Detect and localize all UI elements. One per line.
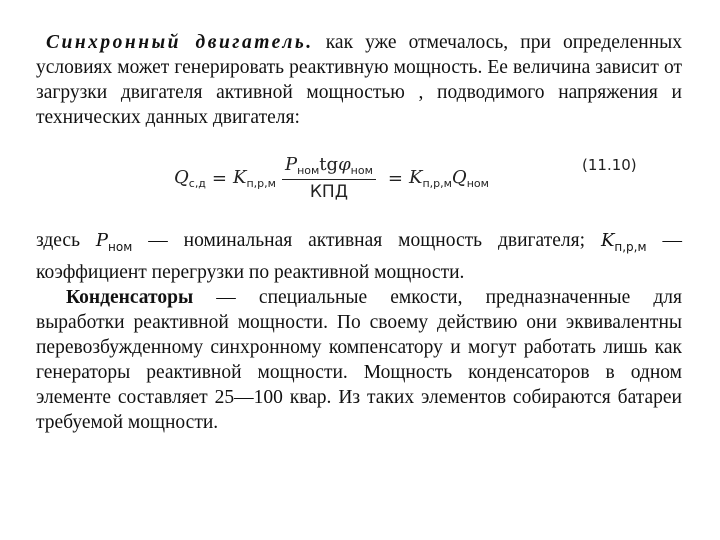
paragraph-text: как уже отмечалось, при определенных условиях может генерировать реактивную мощность. Ее величина зависит от загрузки двигателя активной мощностью , подводимого напряжения и технических данных двигателя: xyxy=(36,32,683,128)
formula-equals-2: = xyxy=(387,167,403,189)
definitions-text-2: — коэффициент перегрузки по реактивной мощности. xyxy=(36,230,682,283)
symbol-rated-power: $P_{ном}$ xyxy=(95,230,133,254)
document-page xyxy=(36,30,682,435)
paragraph-definitions xyxy=(36,228,682,285)
capacitors-text: — специальные емкости, предназначенные для выработки реактивной мощности. По своему действию они эквивалентны перевозбужденному синхронному компенсатору и могут работать лишь как генераторы реактивной мощности. Мощность конденсаторов в одном элементе составляет 25—100 квар. Из таких элементов собираются батареи требуемой мощности. xyxy=(36,287,682,433)
definitions-text-1: — номинальная активная мощность двигателя; xyxy=(132,230,601,251)
formula-fraction xyxy=(282,154,376,202)
term-synchronous-motor: Синхронный двигатель. xyxy=(46,32,314,53)
formula-rated-reactive-power: $Q_{ном}$ xyxy=(451,166,489,190)
term-capacitors: Конденсаторы xyxy=(66,287,194,308)
formula-block xyxy=(36,146,682,210)
formula-coefficient: $K_{п,р,м}$ xyxy=(233,166,276,190)
symbol-overload-coefficient: $K_{п,р,м}$ xyxy=(600,230,647,254)
formula-numerator: $P_{ном}tg\varphi_{ном}$ xyxy=(282,154,376,180)
definitions-lead: здесь xyxy=(36,230,96,251)
formula-equals: = xyxy=(211,167,228,189)
formula-coefficient-2: $K_{п,р,м}$ xyxy=(409,166,452,190)
paragraph-synchronous-motor xyxy=(36,30,682,130)
formula-11-10 xyxy=(174,146,489,210)
formula-denominator: КПД xyxy=(309,182,348,202)
equation-number: (11.10) xyxy=(582,156,637,174)
formula-lhs: $Q_{с,д}$ xyxy=(174,166,206,190)
paragraph-capacitors xyxy=(36,285,682,435)
